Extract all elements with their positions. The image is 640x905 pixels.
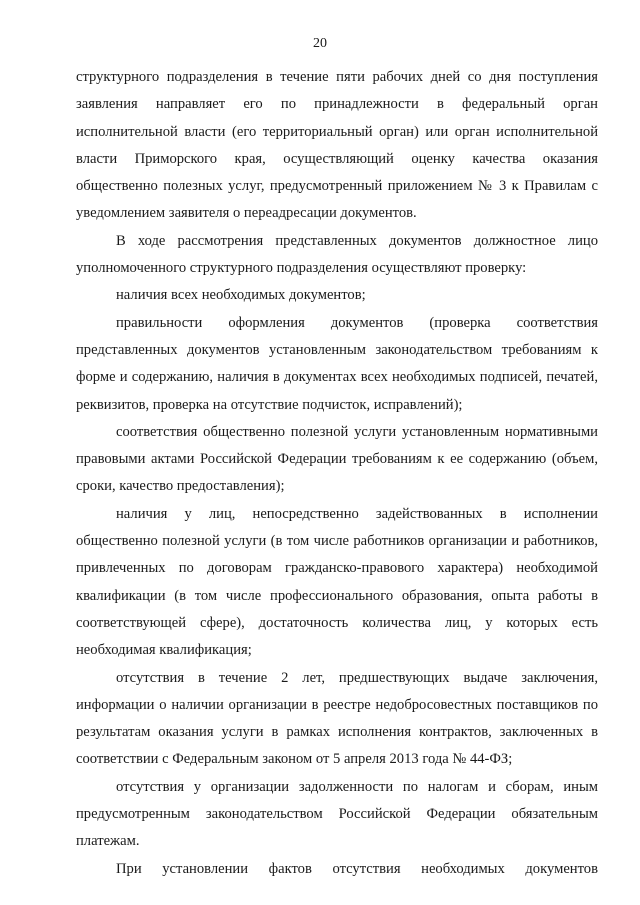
paragraph-check-qualification: наличия у лиц, непосредственно задействованных в исполнении общественно полезной услуги (в том числе работников организации и работников, привлеченных по договорам гражданско-правового характера) необходимой квалификации (в том числе профессионального образования, опыта работы в соответствующей сфере), достаточность количества лиц, у которых есть необходимая квалификация; [76, 505, 598, 659]
document-body [76, 64, 598, 883]
page-number: 20 [313, 36, 327, 51]
paragraph-check-registry: отсутствия в течение 2 лет, предшествующих выдаче заключения, информации о наличии организации в реестре недобросовестных поставщиков по результатам оказания услуги в рамках исполнения контрактов, заключенных в соответствии с Федеральным законом от 5 апреля 2013 года № 44-ФЗ; [76, 669, 598, 768]
paragraph-findings: При установлении фактов отсутствия необходимых документов [116, 860, 598, 877]
paragraph-check-documents: наличия всех необходимых документов; [116, 287, 366, 304]
paragraph-review-intro: В ходе рассмотрения представленных документов должностное лицо уполномоченного структурного подразделения осуществляют проверку: [76, 232, 598, 277]
paragraph-check-debts: отсутствия у организации задолженности по налогам и сборам, иным предусмотренным законодательством Российской Федерации обязательным платежам. [76, 778, 598, 850]
paragraph-check-formatting: правильности оформления документов (проверка соответствия представленных документов установленным законодательством требованиям к форме и содержанию, наличия в документах всех необходимых подписей, печатей, реквизитов, проверка на отсутствие подчисток, исправлений); [76, 314, 598, 413]
paragraph-continuation: структурного подразделения в течение пяти рабочих дней со дня поступления заявления направляет его по принадлежности в федеральный орган исполнительной власти (его территориальный орган) или орган исполнительной власти Приморского края, осуществляющий оценку качества оказания общественно полезных услуг, предусмотренный приложением № 3 к Правилам с уведомлением заявителя о переадресации документов. [76, 69, 598, 222]
paragraph-check-compliance: соответствия общественно полезной услуги установленным нормативными правовыми актами Российской Федерации требованиям к ее содержанию (объем, сроки, качество предоставления); [76, 423, 598, 495]
